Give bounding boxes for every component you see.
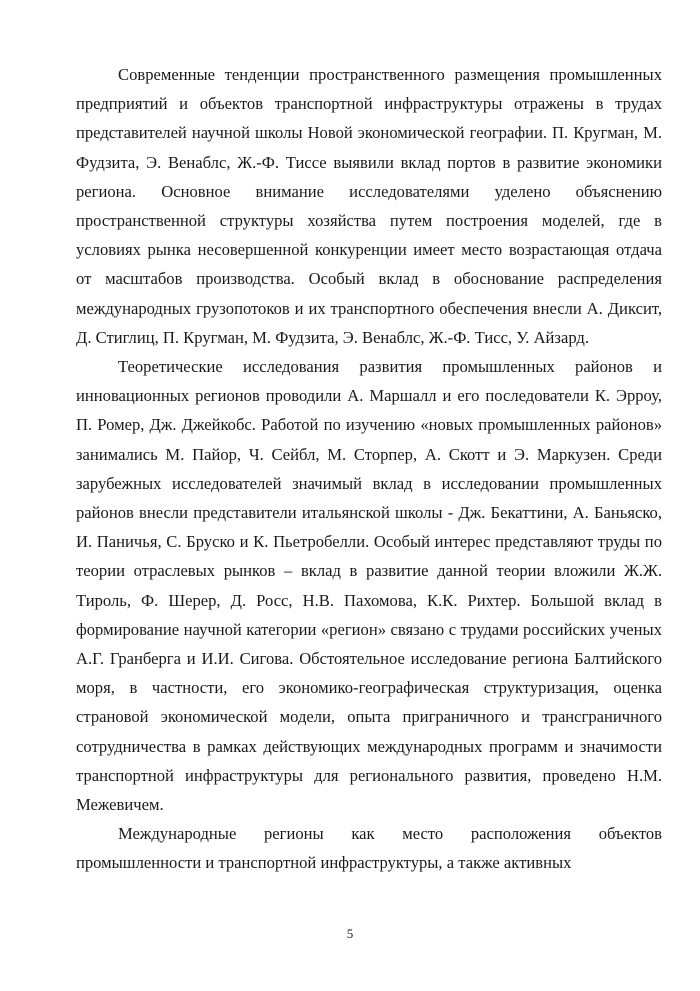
page-number: 5	[346, 926, 354, 941]
paragraph-2: Теоретические исследования развития промышленных районов и инновационных регионов проводили А. Маршалл и его последователи К. Эрроу, П. Ромер, Дж. Джейкобс. Работой по изучению «новых промышленных районов» занимались М. Пайор, Ч. Сейбл, М. Сторпер, А. Скотт и Э. Маркузен. Среди зарубежных исследователей значимый вклад в исследовании промышленных районов внесли представители итальянской школы - Дж. Бекаттини, А. Баньяско, И. Паничья, С. Бруско и К. Пьетробелли. Особый интерес представляют труды по теории отраслевых рынков – вклад в развитие данной теории вложили Ж.Ж. Тироль, Ф. Шерер, Д. Росс, Н.В. Пахомова, К.К. Рихтер. Большой вклад в формирование научной категории «регион» связано с трудами российских ученых А.Г. Гранберга и И.И. Сигова. Обстоятельное исследование региона Балтийского моря, в частности, его экономико-географическая структуризация, оценка страновой экономической модели, опыта приграничного и трансграничного сотрудничества в рамках действующих международных программ и значимости транспортной инфраструктуры для регионального развития, проведено Н.М. Межевичем.	[76, 357, 662, 815]
paragraph-3: Международные регионы как место расположения объектов промышленности и транспортной инфраструктуры, а также активных	[76, 824, 662, 873]
paragraph-1: Современные тенденции пространственного размещения промышленных предприятий и объектов транспортной инфраструктуры отражены в трудах представителей научной школы Новой экономической географии. П. Кругман, М. Фудзита, Э. Венаблс, Ж.-Ф. Тиссе выявили вклад портов в развитие экономики региона. Основное внимание исследователями уделено объяснению пространственной структуры хозяйства путем построения моделей, где в условиях рынка несовершенной конкуренции имеет место возрастающая отдача от масштабов производства. Особый вклад в обоснование распределения международных грузопотоков и их транспортного обеспечения внесли А. Диксит, Д. Стиглиц, П. Кругман, М. Фудзита, Э. Венаблс, Ж.-Ф. Тисс, У. Айзард.	[76, 65, 662, 347]
document-page	[76, 60, 662, 878]
